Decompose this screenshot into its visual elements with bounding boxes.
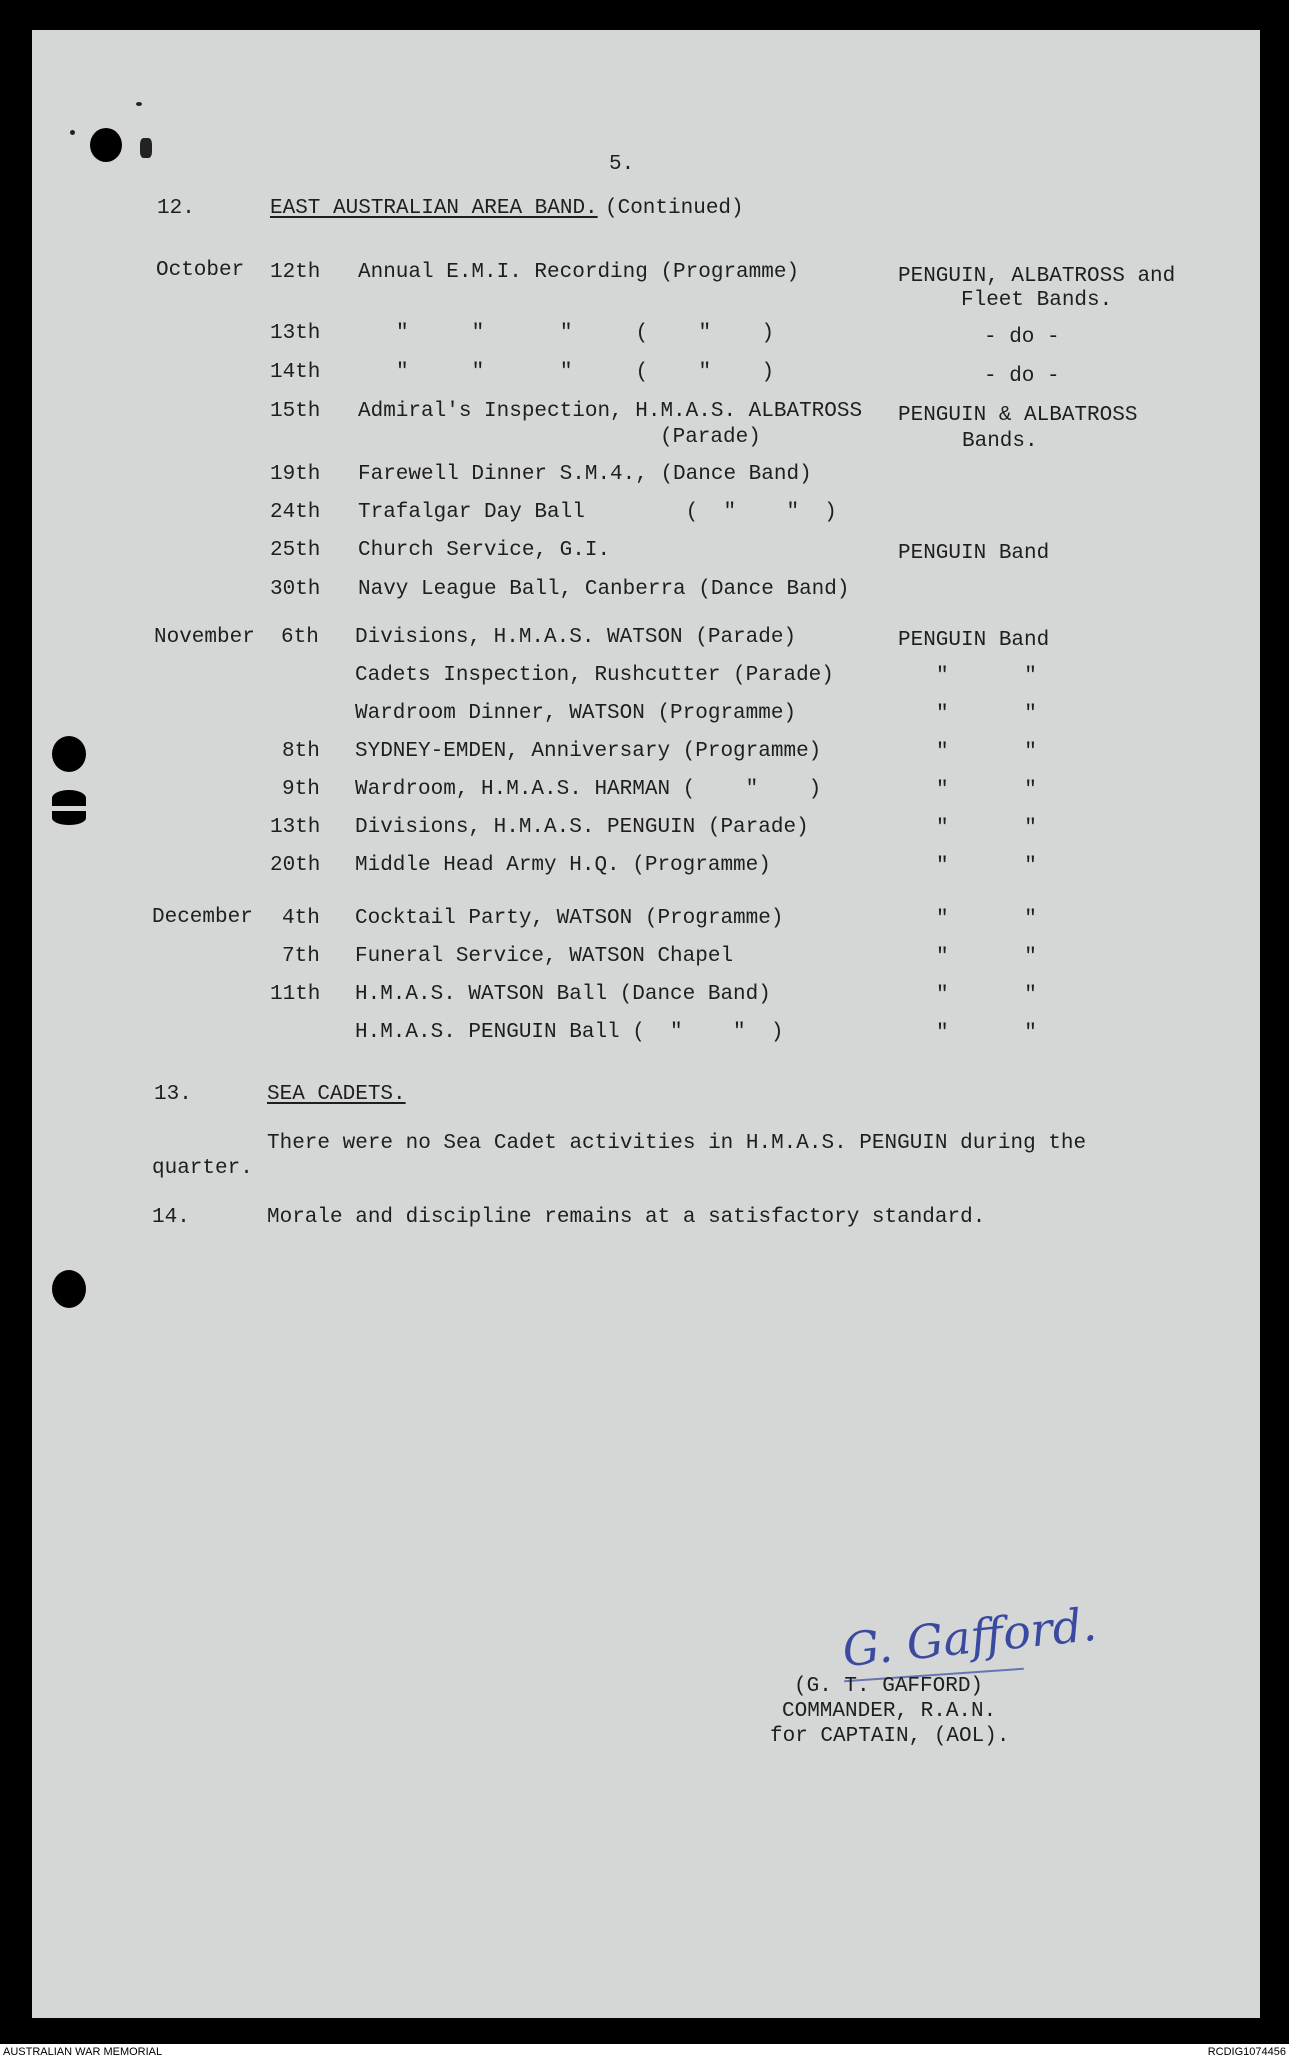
entry-band: " " bbox=[936, 1022, 1037, 1045]
section-12-number: 12. bbox=[157, 197, 195, 220]
section-13-title: SEA CADETS. bbox=[267, 1083, 406, 1106]
entry-day: 14th bbox=[270, 361, 321, 384]
entry-band: " " bbox=[936, 984, 1037, 1007]
section-12-suffix: (Continued) bbox=[605, 197, 744, 220]
entry-day: 19th bbox=[270, 463, 321, 486]
entry-day: 9th bbox=[282, 778, 320, 801]
signatory-for: for CAPTAIN, (AOL). bbox=[770, 1725, 1010, 1748]
entry-event: Admiral's Inspection, H.M.A.S. ALBATROSS bbox=[358, 400, 863, 423]
entry-event: Divisions, H.M.A.S. WATSON (Parade) bbox=[355, 626, 797, 649]
entry-event: Cocktail Party, WATSON (Programme) bbox=[355, 907, 784, 930]
entry-day: 7th bbox=[282, 945, 320, 968]
entry-event-line2: (Parade) bbox=[660, 426, 761, 449]
section-13-number: 13. bbox=[154, 1083, 192, 1106]
entry-event: Navy League Ball, Canberra (Dance Band) bbox=[358, 578, 850, 601]
entry-band: PENGUIN, ALBATROSS and bbox=[898, 265, 1176, 288]
punch-hole-middle-3 bbox=[52, 811, 86, 825]
paper-speck bbox=[136, 102, 142, 106]
entry-event: Cadets Inspection, Rushcutter (Parade) bbox=[355, 664, 834, 687]
footer-source: AUSTRALIAN WAR MEMORIAL bbox=[3, 2046, 163, 2058]
entry-band: " " bbox=[936, 703, 1037, 726]
paper-speck bbox=[140, 138, 152, 158]
section-14-number: 14. bbox=[152, 1206, 190, 1229]
entry-event: Wardroom Dinner, WATSON (Programme) bbox=[355, 702, 797, 725]
entry-band: " " bbox=[936, 908, 1037, 931]
entry-day: 4th bbox=[282, 907, 320, 930]
punch-hole-middle-2 bbox=[52, 790, 86, 806]
paper-speck bbox=[70, 130, 75, 135]
entry-event: Middle Head Army H.Q. (Programme) bbox=[355, 854, 771, 877]
punch-hole-top bbox=[90, 128, 122, 162]
entry-event: Church Service, G.I. bbox=[358, 539, 611, 562]
entry-band: " " bbox=[936, 855, 1037, 878]
footer-bar bbox=[0, 2044, 1289, 2061]
month-october: October bbox=[156, 259, 245, 282]
entry-event: Trafalgar Day Ball ( " " ) bbox=[358, 501, 837, 524]
entry-event: Divisions, H.M.A.S. PENGUIN (Parade) bbox=[355, 816, 809, 839]
page-number: 5. bbox=[609, 153, 635, 176]
entry-event: Farewell Dinner S.M.4., (Dance Band) bbox=[358, 463, 812, 486]
section-13-line2: quarter. bbox=[152, 1157, 253, 1180]
entry-band: " " bbox=[936, 741, 1037, 764]
entry-day: 8th bbox=[282, 740, 320, 763]
punch-hole-middle-1 bbox=[52, 736, 86, 772]
entry-day: 11th bbox=[270, 983, 321, 1006]
entry-day: 20th bbox=[270, 854, 321, 877]
signatory-rank: COMMANDER, R.A.N. bbox=[782, 1700, 997, 1723]
entry-day: 25th bbox=[270, 539, 321, 562]
entry-band: PENGUIN Band bbox=[898, 542, 1050, 565]
entry-band: " " bbox=[936, 946, 1037, 969]
section-12-title: EAST AUSTRALIAN AREA BAND. bbox=[270, 197, 598, 220]
entry-band-line2: Bands. bbox=[962, 430, 1038, 453]
entry-event: " " " ( " ) bbox=[396, 322, 775, 345]
entry-day: 24th bbox=[270, 501, 321, 524]
entry-event: " " " ( " ) bbox=[396, 361, 775, 384]
section-13-line1: There were no Sea Cadet activities in H.M.A.S. PENGUIN during the bbox=[267, 1132, 1087, 1155]
entry-day: 15th bbox=[270, 400, 321, 423]
entry-day: 12th bbox=[270, 261, 321, 284]
document-page bbox=[32, 30, 1260, 2018]
section-14-text: Morale and discipline remains at a satisfactory standard. bbox=[267, 1206, 986, 1229]
handwritten-signature: G. Gafford. bbox=[839, 1596, 1099, 1678]
entry-band-line2: Fleet Bands. bbox=[961, 289, 1113, 312]
entry-band: PENGUIN Band bbox=[898, 629, 1050, 652]
entry-day: 30th bbox=[270, 578, 321, 601]
entry-event: Wardroom, H.M.A.S. HARMAN ( " ) bbox=[355, 778, 822, 801]
month-november: November bbox=[154, 626, 255, 649]
entry-band: PENGUIN & ALBATROSS bbox=[898, 404, 1138, 427]
entry-day: 13th bbox=[270, 816, 321, 839]
entry-band: " " bbox=[936, 665, 1037, 688]
month-december: December bbox=[152, 906, 253, 929]
entry-band: - do - bbox=[984, 326, 1060, 349]
footer-id: RCDIG1074456 bbox=[1207, 2046, 1286, 2058]
entry-day: 6th bbox=[281, 626, 319, 649]
entry-event: H.M.A.S. PENGUIN Ball ( " " ) bbox=[355, 1021, 784, 1044]
entry-event: H.M.A.S. WATSON Ball (Dance Band) bbox=[355, 983, 771, 1006]
punch-hole-bottom bbox=[52, 1270, 86, 1308]
entry-event: Annual E.M.I. Recording (Programme) bbox=[358, 261, 800, 284]
entry-day: 13th bbox=[270, 322, 321, 345]
entry-event: Funeral Service, WATSON Chapel bbox=[355, 945, 734, 968]
entry-band: " " bbox=[936, 817, 1037, 840]
entry-event: SYDNEY-EMDEN, Anniversary (Programme) bbox=[355, 740, 822, 763]
signatory-name: (G. T. GAFFORD) bbox=[794, 1675, 984, 1698]
entry-band: - do - bbox=[984, 365, 1060, 388]
entry-band: " " bbox=[936, 779, 1037, 802]
